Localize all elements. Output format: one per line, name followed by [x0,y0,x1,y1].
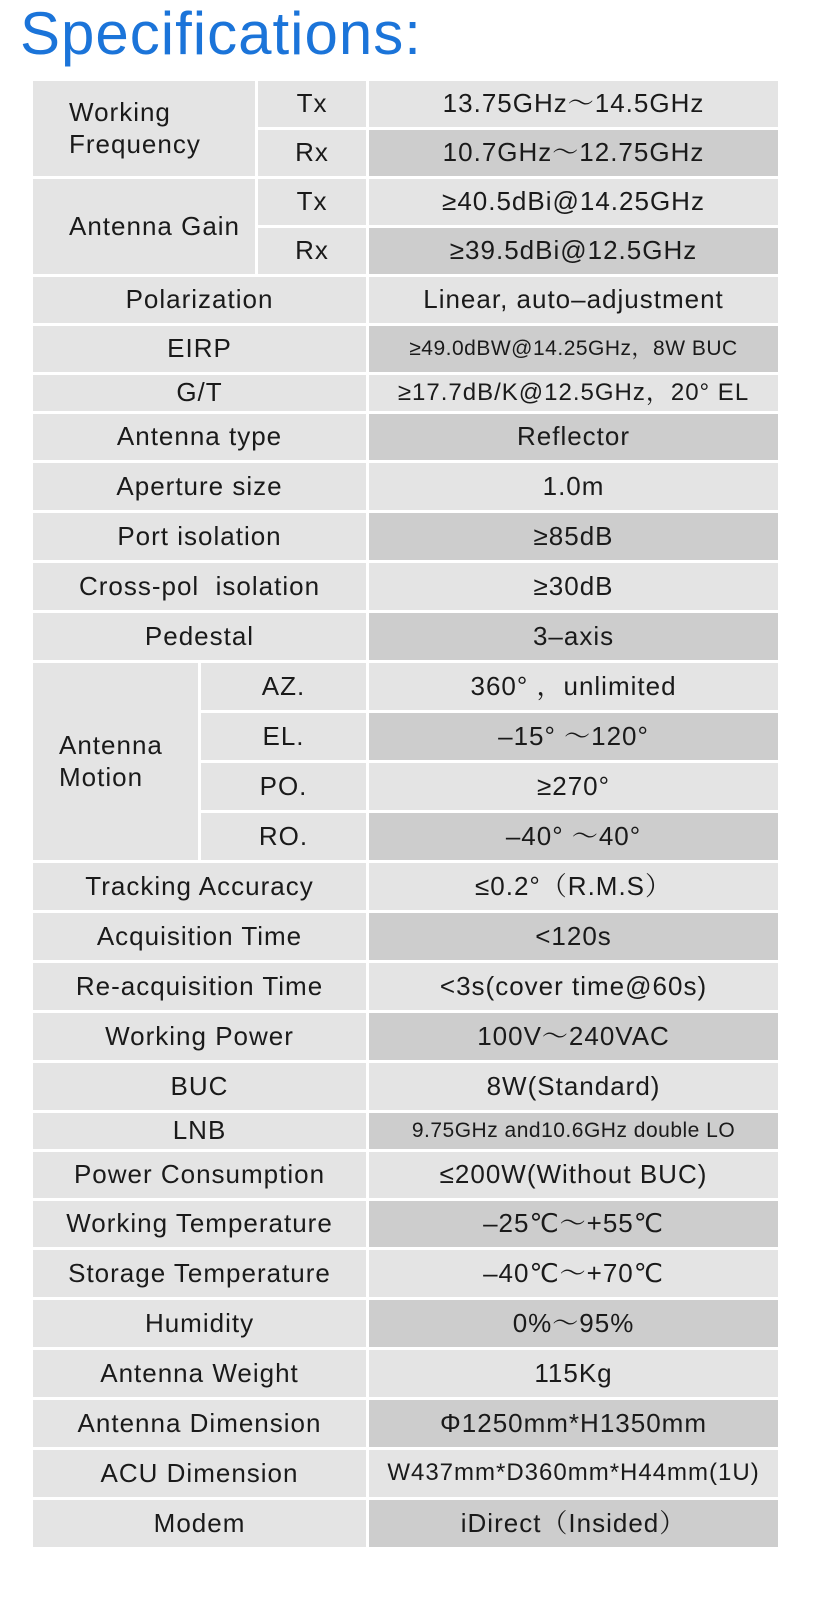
antenna-motion-el-value: –15° ～120° [368,712,780,762]
antenna-type-value: Reflector [368,413,780,462]
table-row [32,1249,780,1299]
table-row [32,912,780,962]
working-temperature-label: Working Temperature [32,1200,368,1249]
table-row [32,862,780,912]
power-consumption-label: Power Consumption [32,1151,368,1200]
table-row [32,1449,780,1499]
antenna-weight-value: 115Kg [368,1349,780,1399]
antenna-motion-ro-value: –40° ～40° [368,812,780,862]
table-row [32,1062,780,1112]
antenna-dimension-label: Antenna Dimension [32,1399,368,1449]
table-row [32,562,780,612]
buc-label: BUC [32,1062,368,1112]
modem-label: Modem [32,1499,368,1549]
storage-temperature-label: Storage Temperature [32,1249,368,1299]
table-row [32,1499,780,1549]
aperture-size-label: Aperture size [32,462,368,512]
gt-value: ≥17.7dB/K@12.5GHz，20° EL [368,374,780,413]
table-row [32,1399,780,1449]
table-row [32,512,780,562]
acquisition-time-label: Acquisition Time [32,912,368,962]
table-row [32,1151,780,1200]
polarization-label: Polarization [32,276,368,325]
antenna-motion-po-label: PO. [200,762,368,812]
working-frequency-rx-value: 10.7GHz～12.75GHz [368,129,780,178]
working-frequency-tx-value: 13.75GHz～14.5GHz [368,80,780,129]
table-row [32,1299,780,1349]
lnb-value: 9.75GHz and10.6GHz double LO [368,1112,780,1151]
reacquisition-time-value: <3s(cover time@60s) [368,962,780,1012]
table-row [32,1012,780,1062]
reacquisition-time-label: Re-acquisition Time [32,962,368,1012]
antenna-dimension-value: Φ1250mm*H1350mm [368,1399,780,1449]
cross-pol-isolation-value: ≥30dB [368,562,780,612]
working-temperature-value: –25℃～+55℃ [368,1200,780,1249]
aperture-size-value: 1.0m [368,462,780,512]
antenna-type-label: Antenna type [32,413,368,462]
table-row [32,962,780,1012]
antenna-gain-rx-value: ≥39.5dBi@12.5GHz [368,227,780,276]
tracking-accuracy-label: Tracking Accuracy [32,862,368,912]
antenna-gain-label: Antenna Gain [32,178,257,276]
table-row [32,662,780,712]
table-row [32,612,780,662]
working-frequency-label: Working Frequency [32,80,257,178]
table-row [32,413,780,462]
table-row [32,325,780,374]
pedestal-label: Pedestal [32,612,368,662]
page-title: Specifications: [20,0,422,67]
antenna-gain-tx-label: Tx [257,178,368,227]
pedestal-value: 3–axis [368,612,780,662]
table-row [32,276,780,325]
table-row [32,1349,780,1399]
gt-label: G/T [32,374,368,413]
polarization-value: Linear, auto–adjustment [368,276,780,325]
tracking-accuracy-value: ≤0.2°（R.M.S） [368,862,780,912]
antenna-motion-po-value: ≥270° [368,762,780,812]
eirp-value: ≥49.0dBW@14.25GHz，8W BUC [368,325,780,374]
table-row [32,1200,780,1249]
modem-value: iDirect（Insided） [368,1499,780,1549]
acu-dimension-value: W437mm*D360mm*H44mm(1U) [368,1449,780,1499]
antenna-motion-az-value: 360° ，unlimited [368,662,780,712]
humidity-value: 0%～95% [368,1299,780,1349]
cross-pol-isolation-label: Cross-pol isolation [32,562,368,612]
antenna-gain-rx-label: Rx [257,227,368,276]
working-power-value: 100V～240VAC [368,1012,780,1062]
humidity-label: Humidity [32,1299,368,1349]
lnb-label: LNB [32,1112,368,1151]
table-row [32,374,780,413]
antenna-weight-label: Antenna Weight [32,1349,368,1399]
working-frequency-rx-label: Rx [257,129,368,178]
table-row [32,1112,780,1151]
table-row [32,462,780,512]
table-row [32,178,780,227]
working-frequency-tx-label: Tx [257,80,368,129]
antenna-gain-tx-value: ≥40.5dBi@14.25GHz [368,178,780,227]
port-isolation-label: Port isolation [32,512,368,562]
eirp-label: EIRP [32,325,368,374]
power-consumption-value: ≤200W(Without BUC) [368,1151,780,1200]
table-row [32,80,780,129]
antenna-motion-el-label: EL. [200,712,368,762]
antenna-motion-az-label: AZ. [200,662,368,712]
working-power-label: Working Power [32,1012,368,1062]
acquisition-time-value: <120s [368,912,780,962]
buc-value: 8W(Standard) [368,1062,780,1112]
antenna-motion-label: Antenna Motion [32,662,200,862]
port-isolation-value: ≥85dB [368,512,780,562]
acu-dimension-label: ACU Dimension [32,1449,368,1499]
antenna-motion-ro-label: RO. [200,812,368,862]
storage-temperature-value: –40℃～+70℃ [368,1249,780,1299]
specifications-table [30,78,781,1550]
